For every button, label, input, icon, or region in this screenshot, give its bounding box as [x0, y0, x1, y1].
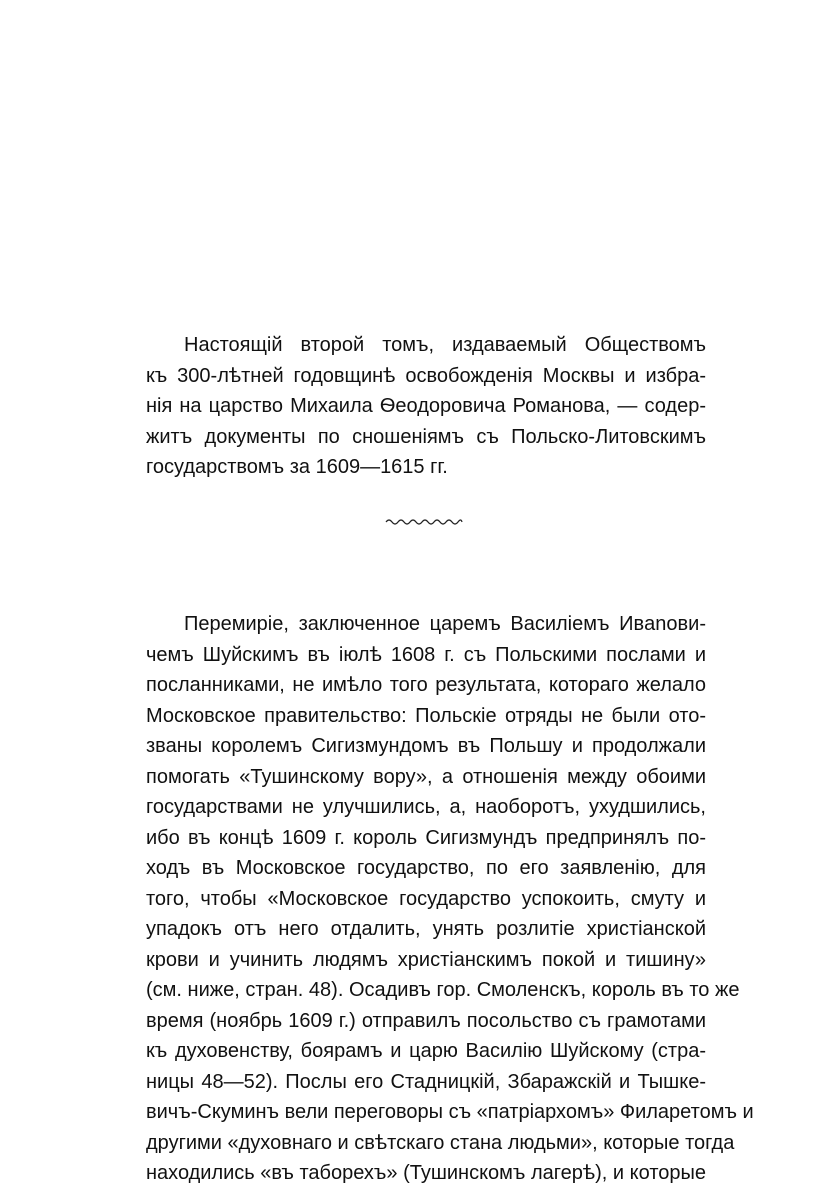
text-line: къ 300-лѣтней годовщинѣ освобожденія Москвы и избра-: [146, 364, 706, 387]
text-line: Перемиріе, заключенное царемъ Василіемъ Ивanови-: [184, 613, 706, 635]
text-line: того, чтобы «Московское государство успокоить, смуту и: [146, 887, 706, 910]
intro-paragraph: [146, 330, 706, 483]
text-line: житъ документы по сношеніямъ съ Польско-Литовскимъ: [146, 425, 706, 448]
text-line: другими «духовнаго и свѣтскаго стана людьми», которые тогда: [146, 1131, 735, 1154]
text-line: помогать «Тушинскому вору», а отношенія между обоими: [146, 765, 706, 788]
text-line: званы королемъ Сигизмундомъ въ Польшу и продолжали: [146, 735, 706, 757]
wavy-divider-icon: [384, 516, 464, 528]
text-line: вичъ-Скуминъ вели переговоры съ «патріархомъ» Филаретомъ и: [146, 1101, 754, 1123]
text-line: государствомъ за 1609—1615 гг.: [146, 456, 448, 478]
text-line: чемъ Шуйскимъ въ іюлѣ 1608 г. съ Польскими послами и: [146, 643, 706, 666]
text-line: ницы 48—52). Послы его Стадницкій, Збаражскій и Тышке-: [146, 1070, 706, 1093]
text-line: Настоящій второй томъ, издаваемый Обществомъ: [184, 334, 706, 356]
text-line: упадокъ отъ него отдалить, унять розлитіе христіанской: [146, 918, 706, 940]
text-line: крови и учинить людямъ христіанскимъ покой и тишину»: [146, 948, 706, 971]
text-line: (см. ниже, стран. 48). Осадивъ гор. Смоленскъ, король въ то же: [146, 979, 740, 1001]
text-line: къ духовенству, боярамъ и царю Василію Шуйскому (стра-: [146, 1040, 706, 1062]
text-line: государствами не улучшились, а, наоборотъ, ухудшились,: [146, 796, 706, 818]
text-line: находились «въ таборехъ» (Тушинскомъ лагерѣ), и которые: [146, 1162, 706, 1184]
text-line: нія на царство Михаила Ѳеодоровича Романова, — содер-: [146, 395, 706, 417]
body-paragraph: [146, 609, 754, 1189]
text-line: ибо въ концѣ 1609 г. король Сигизмундъ предпринялъ по-: [146, 826, 706, 849]
text-line: Московское правительство: Польскіе отряды не были ото-: [146, 704, 706, 727]
text-line: ходъ въ Московское государство, по его заявленію, для: [146, 857, 706, 879]
text-line: время (ноябрь 1609 г.) отправилъ посольство съ грамотами: [146, 1009, 706, 1032]
text-line: посланниками, не имѣло того результата, котораго желало: [146, 674, 706, 696]
